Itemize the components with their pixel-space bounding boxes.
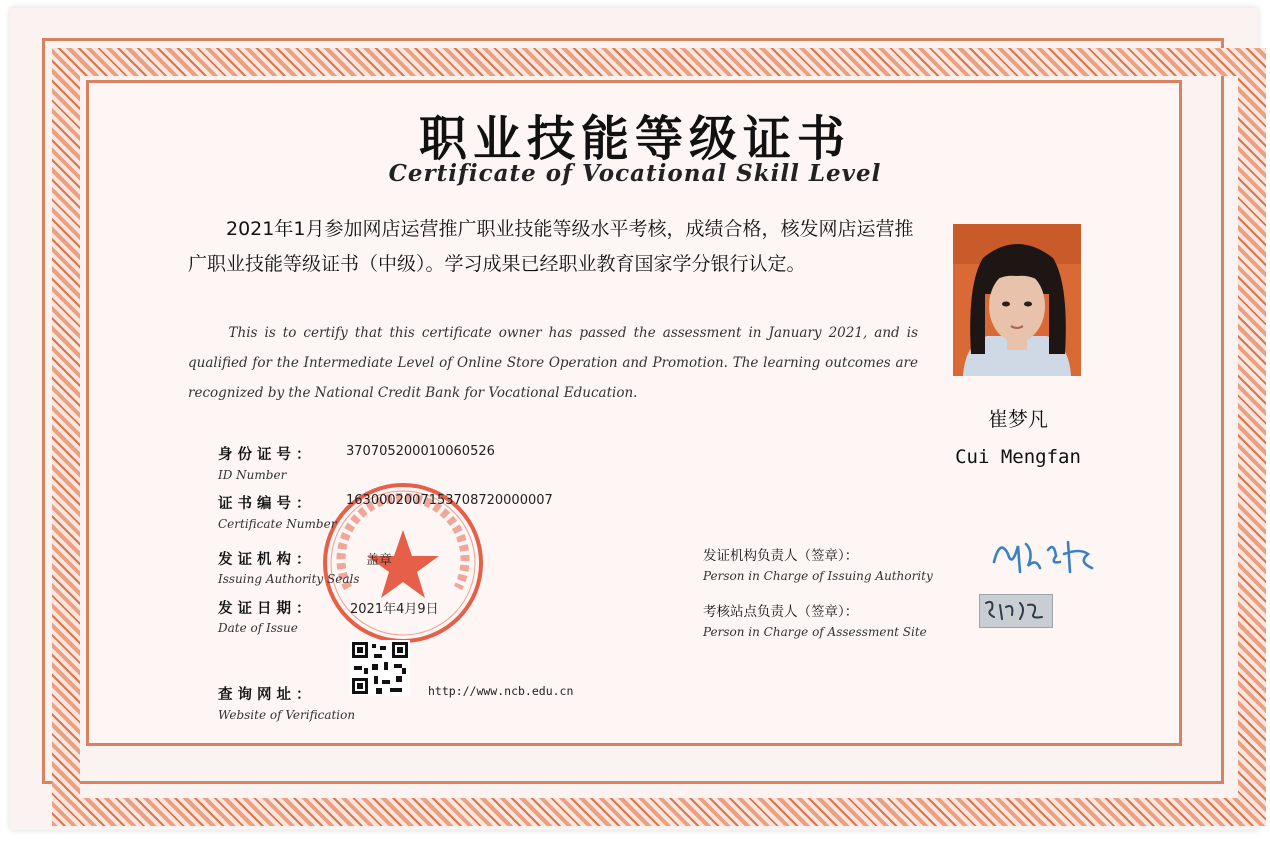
title-english: Certificate of Vocational Skill Level: [388, 160, 882, 187]
id-label-en: ID Number: [218, 468, 287, 482]
issuer-label-en: Issuing Authority Seals: [218, 572, 360, 586]
website-value: http://www.ncb.edu.cn: [428, 684, 574, 698]
issuer-value: 盖章: [366, 553, 393, 568]
issuing-signature: [990, 532, 1100, 580]
certification-text-english: This is to certify that this certificate owner has passed the assessment in January 2021, and is qualified for the Intermediate Level of Online Store Operation and Promotion. The learning outcomes are recognized by the National Credit Bank for Vocational Education.: [188, 325, 918, 401]
issuing-person-label-en: Person in Charge of Issuing Authority: [703, 569, 933, 583]
issuing-person-label: 发证机构负责人（签章）：: [703, 548, 859, 564]
id-label: 身份证号：: [218, 447, 316, 463]
date-value: 2021年4月9日: [350, 602, 439, 617]
qr-code: [350, 640, 410, 696]
issuer-label: 发证机构：: [218, 552, 316, 568]
cert-number-label: 证书编号：: [218, 496, 316, 512]
cert-number-value: 1630002007153708720000007: [346, 493, 553, 508]
title-chinese: 职业技能等级证书: [418, 111, 851, 167]
assessment-signature-stamp: [979, 594, 1053, 628]
assessment-person-label: 考核站点负责人（签章）：: [703, 604, 859, 620]
cert-number-label-en: Certificate Number: [218, 517, 337, 531]
assessment-person-label-en: Person in Charge of Assessment Site: [703, 625, 927, 639]
website-label: 查询网址：: [218, 687, 316, 703]
holder-photo: [953, 224, 1081, 376]
date-label-en: Date of Issue: [218, 621, 298, 635]
certification-text-chinese: 2021年1月参加网店运营推广职业技能等级水平考核，成绩合格，核发网店运营推广职业技能等级证书（中级）。学习成果已经职业教育国家学分银行认定。: [188, 218, 914, 275]
website-label-en: Website of Verification: [218, 708, 356, 722]
holder-name-english: Cui Mengfan: [955, 446, 1081, 468]
date-label: 发证日期：: [218, 601, 316, 617]
id-value: 370705200010060526: [346, 444, 495, 459]
holder-name-chinese: 崔梦凡: [988, 407, 1048, 431]
